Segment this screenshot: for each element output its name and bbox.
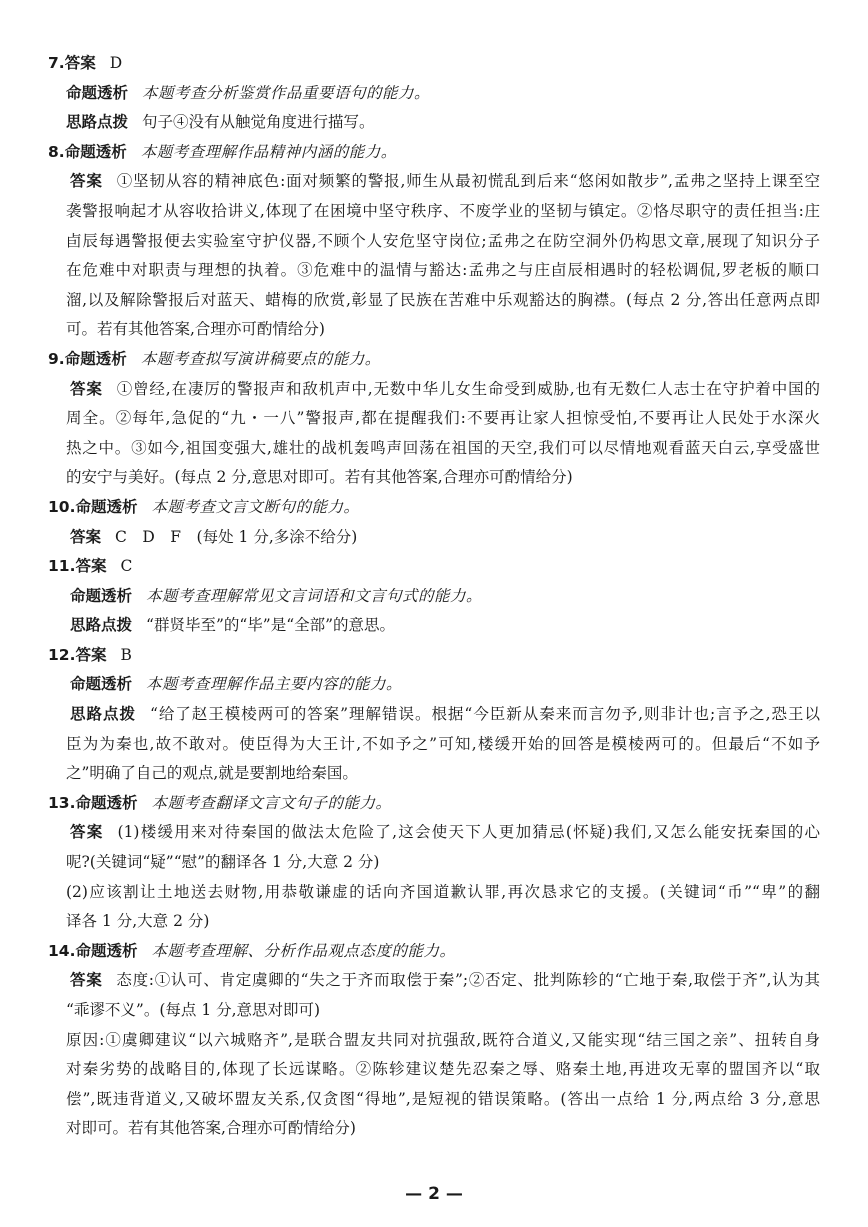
q12-hint-text: “给了赵王模棱两可的答案”理解错误。根据“今臣新从秦来而言勿予,则非计也;言予之,恐王以 (149, 705, 820, 724)
q9-analysis: 本题考查拟写演讲稿要点的能力。 (140, 349, 381, 368)
q7-hint: 句子④没有从触觉角度进行描写。 (142, 113, 375, 132)
page-number: — 2 — (405, 1184, 463, 1204)
q12-hint-line (48, 700, 820, 730)
q12-hint-label: 思路点拨 (70, 705, 136, 724)
q11-answer-label: 答案 (75, 557, 107, 576)
q7-hint-line (48, 108, 820, 138)
q8-answer-line: 溜,以及解除警报后对蓝天、蜡梅的欣赏,彰显了民族在苦难中乐观豁达的胸襟。(每点 2 分,答出任意两点即 (66, 290, 820, 309)
q8-answer-label: 答案 (70, 172, 103, 191)
q10-answer-label: 答案 (70, 527, 102, 546)
q13-analysis-label: 命题透析 (75, 793, 138, 812)
q12-hint-line: 臣为为秦也,故不敢对。使臣得为大王计,不如予之”可知,楼缓开始的回答是模棱两可的。但最后“不如予 (66, 734, 820, 753)
q14-number: 14. (48, 941, 76, 960)
q10-number: 10. (48, 497, 76, 516)
q14-answer-line: “乖谬不义”。(每点 1 分,意思对即可) (66, 1001, 321, 1019)
q9-answer-line: 周全。②每年,急促的“九・一八”警报声,都在提醒我们:不要再让家人担惊受怕,不要再让人民处于水深火 (66, 409, 820, 428)
q12-answer-label: 答案 (75, 645, 107, 664)
q13-analysis-line (48, 789, 820, 819)
q8-answer-line (48, 167, 820, 197)
q12-analysis: 本题考查理解作品主要内容的能力。 (146, 675, 403, 694)
q7-hint-label: 思路点拨 (66, 113, 129, 132)
q14-analysis: 本题考查理解、分析作品观点态度的能力。 (151, 941, 456, 960)
q8-answer-line: 袭警报响起才从容收拾讲义,体现了在困境中坚守秩序、不废学业的坚韧与镇定。②恪尽职守的责任担当:庄 (66, 201, 820, 220)
q8-number: 8. (48, 142, 65, 161)
q8-analysis-label: 命题透析 (64, 142, 127, 161)
q14-answer-line (48, 966, 820, 996)
q7-analysis-line (48, 79, 820, 109)
q12-analysis-line (48, 670, 820, 700)
q14-answer-text: 态度:①认可、肯定虞卿的“失之于齐而取偿于秦”;②否定、批判陈轸的“亡地于秦,取偿于齐”,认为其 (116, 971, 820, 990)
q7-analysis: 本题考查分析鉴赏作品重要语句的能力。 (142, 83, 431, 102)
q13-answer-line: (2)应该割让土地送去财物,用恭敬谦虚的话向齐国道歉认罪,再次恳求它的支援。(关键词“币”“卑”的翻 (66, 882, 820, 901)
q13-number: 13. (48, 793, 76, 812)
q11-hint-line (48, 611, 820, 641)
q10-analysis-line (48, 493, 820, 523)
q8-answer-text: ①坚韧从容的精神底色:面对频繁的警报,师生从最初慌乱到后来“悠闲如散步”,孟弗之坚持上课至空 (116, 172, 820, 191)
q9-analysis-label: 命题透析 (64, 349, 127, 368)
q11-answer: C (120, 557, 133, 576)
q13-answer-line: 呢?(关键词“疑”“慰”的翻译各 1 分,大意 2 分) (66, 853, 380, 872)
q10-answer: C D F (每处 1 分,多涂不给分) (115, 527, 358, 546)
q9-analysis-line (48, 345, 820, 375)
q11-analysis-line (48, 582, 820, 612)
q12-analysis-label: 命题透析 (70, 675, 133, 694)
q14-answer-label: 答案 (70, 971, 103, 990)
q10-answer-line (48, 523, 820, 553)
q7-answer-line (48, 49, 820, 79)
q7-analysis-label: 命题透析 (66, 83, 129, 102)
q12-answer-line (48, 641, 820, 671)
q11-hint-label: 思路点拨 (70, 616, 133, 635)
q14-answer-line: 对秦劣势的战略目的,体现了长远谋略。②陈轸建议楚先忍秦之辱、赂秦土地,再进攻无辜的盟国齐以“取 (66, 1060, 820, 1079)
q10-analysis: 本题考查文言文断句的能力。 (151, 497, 360, 516)
q11-analysis-label: 命题透析 (70, 586, 133, 605)
q13-answer-text: (1)楼缓用来对待秦国的做法太危险了,这会使天下人更加猜忌(怀疑)我们,又怎么能安抚秦国的心 (117, 823, 820, 842)
q9-answer-label: 答案 (70, 379, 103, 398)
q14-analysis-line (48, 937, 820, 967)
q13-analysis: 本题考查翻译文言文句子的能力。 (151, 793, 392, 812)
q9-number: 9. (48, 349, 65, 368)
q8-analysis-line (48, 138, 820, 168)
q9-answer-line (48, 375, 820, 405)
q11-number: 11. (48, 557, 76, 576)
q7-answer: D (109, 54, 123, 72)
q12-number: 12. (48, 645, 76, 664)
q12-hint-line: 之”明确了自己的观点,就是要割地给秦国。 (66, 764, 358, 783)
q7-number: 7. (48, 54, 65, 72)
q11-hint: “群贤毕至”的“毕”是“全部”的意思。 (146, 616, 396, 635)
q14-analysis-label: 命题透析 (75, 941, 138, 960)
q7-answer-label: 答案 (64, 54, 96, 72)
q13-answer-line (48, 818, 820, 848)
q9-answer-line: 的安宁与美好。(每点 2 分,意思对即可。若有其他答案,合理亦可酌情给分) (66, 468, 573, 487)
q8-answer-line: 可。若有其他答案,合理亦可酌情给分) (66, 320, 325, 339)
q13-answer-label: 答案 (70, 823, 104, 842)
q10-analysis-label: 命题透析 (75, 497, 138, 516)
q12-answer: B (120, 645, 132, 664)
q9-answer-text: ①曾经,在凄厉的警报声和敌机声中,无数中华儿女生命受到威胁,也有无数仁人志士在守护着中国的 (116, 379, 820, 398)
q8-answer-line: 在危难中对职责与理想的执着。③危难中的温情与豁达:孟弗之与庄卣辰相遇时的轻松调侃,罗老板的顺口 (66, 261, 820, 280)
q8-answer-line: 卣辰每遇警报便去实验室守护仪器,不顾个人安危坚守岗位;孟弗之在防空洞外仍构思文章,展现了知识分子 (66, 231, 820, 250)
q11-analysis: 本题考查理解常见文言词语和文言句式的能力。 (146, 586, 483, 605)
q11-answer-line (48, 552, 820, 582)
q8-analysis: 本题考查理解作品精神内涵的能力。 (140, 142, 397, 161)
q9-answer-line: 热之中。③如今,祖国变强大,雄壮的战机轰鸣声回荡在祖国的天空,我们可以尽情地观看蓝天白云,享受盛世 (66, 438, 820, 457)
q14-answer-line: 对即可。若有其他答案,合理亦可酌情给分) (66, 1119, 356, 1138)
q14-answer-line: 原因:①虞卿建议“以六城赂齐”,是联合盟友共同对抗强敌,既符合道义,又能实现“结三国之亲”、扭转自身 (66, 1030, 820, 1049)
q14-answer-line: 偿”,既违背道义,又破坏盟友关系,仅贪图“得地”,是短视的错误策略。(答出一点给 1 分,两点给 3 分,意思 (66, 1089, 820, 1108)
q13-answer-line: 译各 1 分,大意 2 分) (66, 912, 210, 931)
